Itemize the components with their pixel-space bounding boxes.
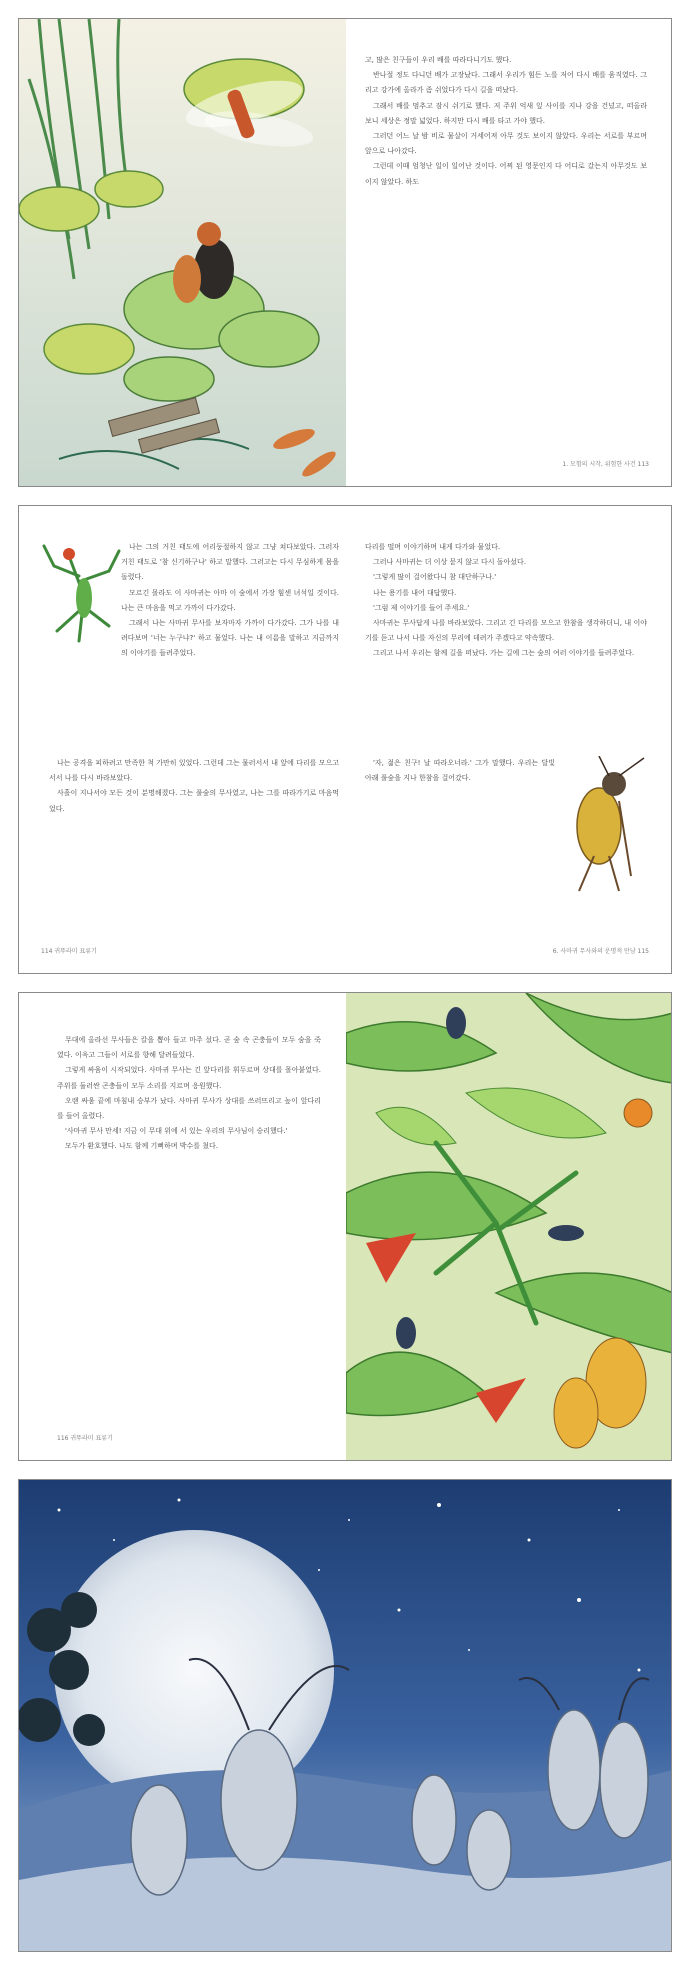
paragraph: 그래서 배를 멈추고 잠시 쉬기로 했다. 저 주위 억새 잎 사이를 지나 강을 건넜고, 떠올라 보니 세상은 정말 넓었다. 하지만 다시 배를 타고 가야 했다. — [365, 101, 647, 125]
paragraph: 나는 그의 거친 태도에 어리둥절하지 않고 그냥 쳐다보았다. 그러자 거친 태도로 '참 신기하구나' 하고 말했다. 그러고는 다시 무심하게 몸을 돌렸다. — [121, 543, 339, 582]
page-115-text — [365, 540, 647, 662]
paragraph: 모르긴 몰라도 이 사마귀는 아마 이 숲에서 가장 힘센 녀석일 것이다. 나는 큰 마음을 먹고 가까이 다가갔다. — [121, 588, 339, 612]
paragraph: 사흘이 지나서야 모든 것이 분명해졌다. 그는 풀숲의 무사였고, 나는 그를 따라가기로 마음먹었다. — [49, 789, 339, 813]
paragraph: 그렇게 싸움이 시작되었다. 사마귀 무사는 긴 앞다리를 휘두르며 상대를 몰아붙였다. 주위를 둘러싼 곤충들이 모두 소리를 지르며 응원했다. — [57, 1066, 321, 1090]
page-113-text — [365, 53, 647, 190]
paragraph: 그래서 나는 사마귀 무사를 보자마자 가까이 다가갔다. 그가 나를 내려다보며 '너는 누구냐?' 하고 물었다. 나는 내 이름을 말하고 지금까지의 이야기를 들려주었다. — [121, 619, 339, 658]
book-spread-4 — [18, 1479, 672, 1952]
paragraph: 오랜 싸움 끝에 마침내 승부가 났다. 사마귀 무사가 상대를 쓰러뜨리고 높이 앞다리를 들어 올렸다. — [57, 1096, 321, 1121]
paragraph: 나는 공격을 피하려고 만족한 척 가만히 있었다. 그런데 그는 물러서서 내 앞에 다리를 모으고 서서 나를 다시 바라보았다. — [49, 759, 339, 783]
paragraph: '그렇게 많이 걸어왔다니 참 대단하구나.' — [373, 573, 497, 582]
pond-dragonfly-illustration — [19, 19, 346, 487]
paragraph: 그리고 나서 우리는 함께 길을 떠났다. 가는 길에 그는 숲의 여러 이야기를 들려주었다. — [373, 649, 635, 658]
cricket-warrior-illustration — [559, 756, 654, 896]
mantis-illustration — [39, 536, 124, 651]
paragraph: '자, 젊은 친구! 날 따라오너라.' 그가 말했다. 우리는 달빛 아래 풀숲을 지나 한참을 걸어갔다. — [365, 759, 555, 783]
paragraph: 다리를 떨며 이야기하며 내게 다가와 물었다. — [365, 543, 501, 551]
paragraph: 무대에 올라선 무사들은 칼을 뽑아 들고 마주 섰다. 곧 숲 속 곤충들이 모두 숨을 죽였다. 이윽고 그들이 서로를 향해 달려들었다. — [57, 1036, 321, 1060]
page-number-116: 116 귀뚜라미 표류기 — [57, 1435, 113, 1442]
paragraph: '그럼 제 이야기를 들어 주세요.' — [373, 603, 470, 612]
page-114-text-lower — [49, 756, 339, 817]
insect-battle-illustration — [346, 993, 672, 1461]
page-116-text — [57, 1033, 321, 1155]
paragraph: 그러던 어느 날 밤 비로 물살이 거세어져 아무 것도 보이지 않았다. 우리는 서로를 부르며 앞으로 나아갔다. — [365, 132, 647, 156]
book-spread-2 — [18, 505, 672, 974]
paragraph: 고, 많은 친구들이 우리 배를 따라다니기도 했다. — [365, 56, 512, 64]
page-114-text — [121, 540, 339, 662]
paragraph: 반나절 정도 다니던 배가 고장났다. 그래서 우리가 힘든 노를 저어 다시 배를 움직였다. 그리고 강가에 올라가 좀 쉬었다가 다시 길을 떠났다. — [365, 71, 647, 95]
paragraph: 그러나 사마귀는 더 이상 묻지 않고 다시 돌아섰다. — [373, 558, 527, 567]
paragraph: 나는 용기를 내어 대답했다. — [373, 588, 457, 597]
paragraph: '사마귀 무사 만세! 지금 이 무대 위에 서 있는 우리의 무사님이 승리했다.' — [65, 1127, 288, 1136]
page-number-114: 114 귀뚜라미 표류기 — [41, 948, 97, 955]
paragraph: 사마귀는 무사답게 나를 바라보았다. 그리고 긴 다리를 모으고 한참을 생각하더니, 내 이야기를 듣고 나서 나를 자신의 무리에 데려가 주겠다고 약속했다. — [365, 619, 647, 643]
page-115-text-lower — [365, 756, 555, 786]
book-spread-1 — [18, 18, 672, 487]
page-number-115: 6. 사마귀 무사와의 운명적 만남 115 — [552, 948, 649, 955]
page-number-113: 1. 모험의 시작, 위험한 사건 113 — [562, 461, 649, 468]
moonlit-crickets-illustration — [19, 1480, 672, 1952]
book-spread-3 — [18, 992, 672, 1461]
paragraph: 그런데 이때 엄청난 일이 일어난 것이다. 어찌 된 영문인지 다 어디로 갔는지 아무것도 보이지 않았다. 하도 — [365, 162, 647, 186]
paragraph: 모두가 환호했다. 나도 함께 기뻐하며 박수를 쳤다. — [65, 1142, 219, 1151]
